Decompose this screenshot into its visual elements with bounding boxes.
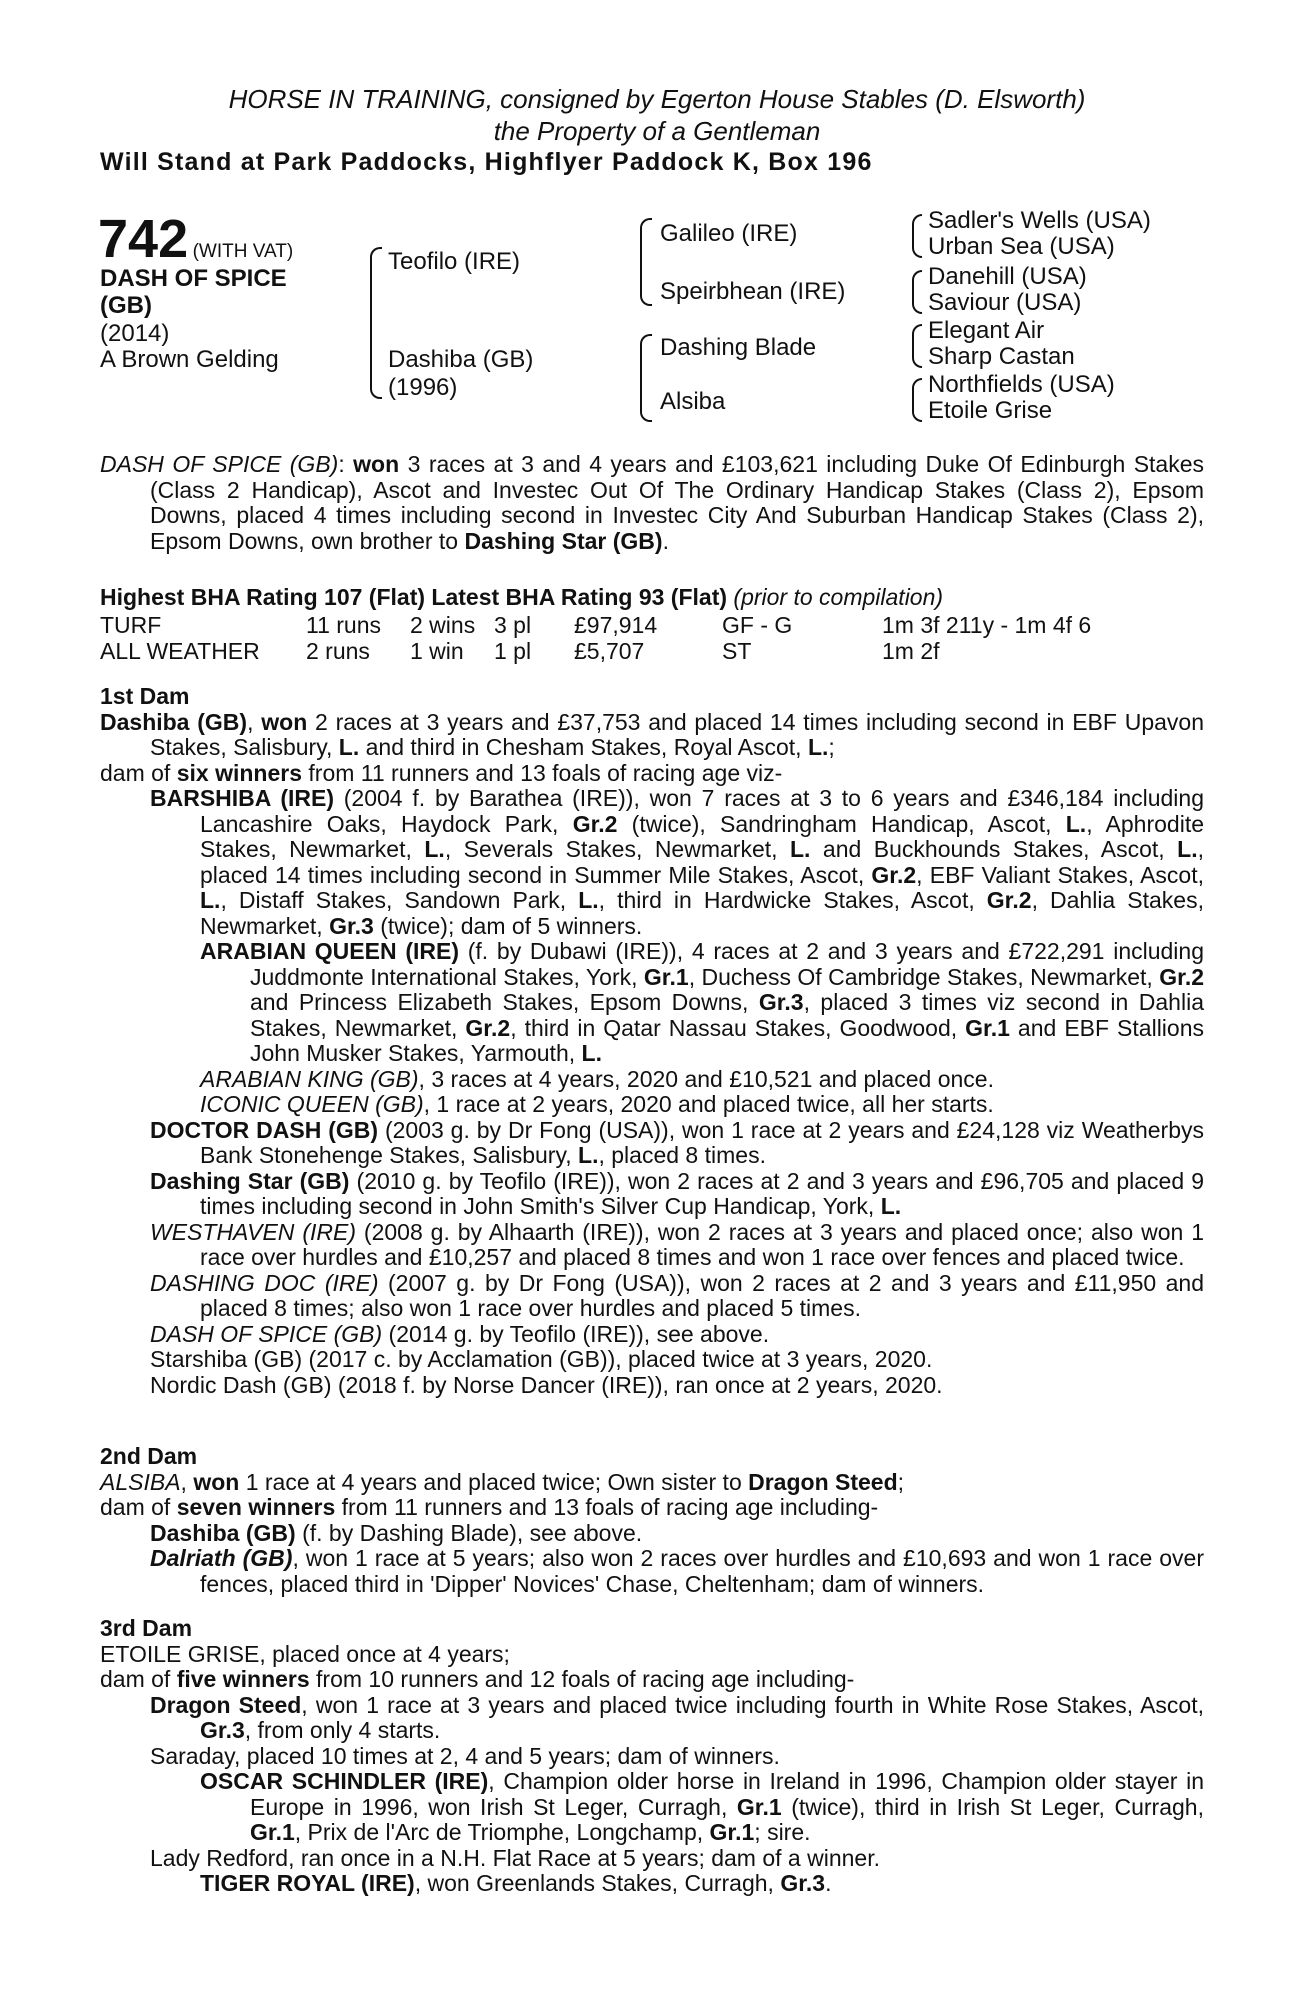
group-3: Gr.3: [780, 1870, 826, 1896]
group-1: Gr.1: [250, 1819, 295, 1845]
pedigree-g8: Etoile Grise: [928, 397, 1053, 424]
t: , Prix de l'Arc de Triomphe, Longchamp,: [294, 1819, 710, 1845]
group-2: Gr.2: [1159, 963, 1205, 990]
t: , Duchess Of Cambridge Stakes, Newmarket,: [688, 963, 1160, 990]
westhaven-name: WESTHAVEN (IRE): [150, 1218, 356, 1245]
dam1-produce-a: dam of: [100, 759, 177, 786]
dash-of-spice-name: DASH OF SPICE (GB): [150, 1320, 383, 1347]
dam1-name: Dashiba (GB): [100, 708, 248, 735]
pedigree-g2: Urban Sea (USA): [928, 233, 1115, 260]
produce-westhaven: [150, 1220, 1204, 1271]
pedigree-dam: Dashiba (GB): [388, 346, 534, 373]
t: , Distaff Stakes, Sandown Park,: [220, 887, 579, 913]
produce-dash-of-spice: [150, 1322, 1204, 1348]
t: (f. by Dubawi (IRE)), 4 races at 2 and 3 years and £722,291 including Juddmonte International Stakes, York,: [250, 938, 1204, 990]
t: (2014 g. by Teofilo (IRE)), see above.: [382, 1320, 770, 1347]
listed-mark: L.: [338, 734, 360, 760]
race-summary: DASH OF SPICE (GB): won 3 races at 3 and 4 years and £103,621 including Duke Of Edinburgh Stakes (Class 2 Handicap), Ascot and Investec Out Of The Ordinary Handicap Stakes (Class 2), Epsom Downs, placed 4 times including second in Investec City And Suburban Handicap Stakes (Class 2), Epsom Downs, own brother to Dashing Star (GB).: [100, 451, 1205, 554]
cell-surface: ALL WEATHER: [100, 638, 260, 664]
group-3: Gr.3: [758, 989, 804, 1015]
cell-prize: £5,707: [574, 638, 645, 664]
dashing-doc-name: DASHING DOC (IRE): [150, 1269, 379, 1296]
pedigree-dam-dam: Alsiba: [660, 388, 726, 415]
cell-runs: 11 runs: [306, 612, 382, 638]
dam2-winners: seven winners: [176, 1494, 336, 1520]
t: and Buckhounds Stakes, Ascot,: [810, 836, 1178, 862]
summary-end: .: [662, 527, 669, 554]
t: , from only 4 starts.: [244, 1717, 441, 1743]
t: , Dahlia Stakes, Newmarket,: [200, 887, 1204, 939]
t: , placed 8 times.: [598, 1142, 766, 1168]
listed-mark: L.: [200, 887, 221, 913]
t: , third in Hardwicke Stakes, Ascot,: [598, 887, 987, 913]
pedigree-brace-7: [912, 378, 922, 422]
produce-iconic-queen: [200, 1092, 1204, 1118]
pedigree-g4: Saviour (USA): [928, 289, 1082, 316]
cell-wins: 2 wins: [410, 612, 476, 638]
t: (2007 g. by Dr Fong (USA)), won 2 races at 2 and 3 years and £11,950 and placed 8 times; also won 1 race over hurdles and placed 5 times.: [200, 1269, 1204, 1321]
dam2-sister: Dragon Steed: [748, 1468, 898, 1495]
t: , Severals Stakes, Newmarket,: [444, 836, 790, 862]
rating-note: (prior to compilation): [733, 584, 944, 610]
listed-mark: L.: [880, 1193, 902, 1219]
cell-going: GF - G: [722, 612, 793, 638]
group-2: Gr.2: [465, 1014, 511, 1041]
t: , 1 race at 2 years, 2020 and placed twice, all her starts.: [423, 1091, 994, 1117]
t: and EBF Stallions John Musker Stakes, Yarmouth,: [250, 1014, 1204, 1066]
horse-name-line1: DASH OF SPICE: [100, 265, 287, 292]
produce-oscar-schindler: [200, 1769, 1204, 1846]
horse-name-line2: (GB): [100, 292, 152, 319]
pedigree-brace-1: [370, 247, 382, 399]
dam1-end: ;: [828, 734, 835, 760]
t: , won 1 race at 3 years and placed twice including fourth in White Rose Stakes, Ascot,: [301, 1691, 1204, 1718]
t: .: [825, 1870, 832, 1896]
summary-text: 3 races at 3 and 4 years and £103,621 including Duke Of Edinburgh Stakes (Class 2 Handicap), Ascot and Investec Out Of The Ordinary Handicap Stakes (Class 2), Epsom Downs, placed 4 times including second in Investec City And Suburban Handicap Stakes (Class 2), Epsom Downs, own brother to: [150, 451, 1205, 554]
dam1-won: won: [261, 708, 308, 735]
cell-distance: 1m 3f 211y - 1m 4f 6: [882, 612, 1092, 638]
pedigree-sire-sire: Galileo (IRE): [660, 220, 798, 247]
group-2: Gr.2: [986, 887, 1032, 913]
group-1: Gr.1: [965, 1014, 1010, 1041]
t: (2010 g. by Teofilo (IRE)), won 2 races at 2 and 3 years and £96,705 and placed 9 times including second in John Smith's Silver Cup Handicap, York,: [200, 1167, 1204, 1219]
vat-note: (WITH VAT): [192, 241, 294, 262]
summary-won: won: [353, 451, 400, 477]
arabian-king-name: ARABIAN KING (GB): [200, 1065, 419, 1092]
third-dam-heading: 3rd Dam: [100, 1615, 193, 1641]
produce-barshiba: [150, 786, 1204, 939]
t: ;: [897, 1468, 905, 1495]
t: , won Greenlands Stakes, Curragh,: [414, 1870, 781, 1896]
listed-mark: L.: [1065, 810, 1087, 837]
cell-distance: 1m 2f: [882, 638, 940, 664]
pedigree-sire-dam: Speirbhean (IRE): [660, 278, 846, 305]
group-2: Gr.2: [572, 810, 618, 837]
group-1: Gr.1: [736, 1793, 782, 1820]
produce-arabian-king: [200, 1067, 1204, 1093]
dalriath-name: Dalriath (GB): [150, 1545, 293, 1571]
produce-dashiba: [150, 1521, 1204, 1547]
produce-dashing-star: [150, 1169, 1204, 1220]
doctor-dash-name: DOCTOR DASH (GB): [150, 1116, 379, 1143]
produce-nordic-dash: Nordic Dash (GB) (2018 f. by Norse Dancer (IRE)), ran once at 2 years, 2020.: [150, 1371, 943, 1398]
dashing-star-name: Dashing Star (GB): [150, 1167, 350, 1194]
pedigree-brace-4: [912, 214, 922, 258]
pedigree-g6: Sharp Castan: [928, 343, 1075, 370]
t: (twice); dam of 5 winners.: [373, 912, 643, 939]
oscar-schindler-name: OSCAR SCHINDLER (IRE): [200, 1768, 489, 1794]
iconic-queen-name: ICONIC QUEEN (GB): [200, 1091, 424, 1117]
t: (twice), third in Irish St Leger, Curragh,: [781, 1793, 1204, 1820]
produce-arabian-queen: [200, 939, 1204, 1067]
listed-mark: L.: [790, 836, 811, 862]
listed-mark: L.: [1177, 836, 1198, 862]
dam3-line1: ETOILE GRISE, placed once at 4 years;: [100, 1640, 510, 1667]
t: 1 race at 4 years and placed twice; Own sister to: [239, 1468, 749, 1495]
cell-prize: £97,914: [574, 612, 658, 638]
pedigree-dam-sire: Dashing Blade: [660, 334, 817, 361]
rating-heading-line: [100, 584, 943, 611]
dam2-name: ALSIBA: [100, 1468, 181, 1495]
t: ; sire.: [754, 1819, 811, 1845]
produce-starshiba: Starshiba (GB) (2017 c. by Acclamation (GB)), placed twice at 3 years, 2020.: [150, 1346, 933, 1372]
produce-tiger-royal: [200, 1871, 1204, 1897]
t: , placed 3 times viz second in Dahlia Stakes, Newmarket,: [250, 989, 1204, 1041]
third-dam-section: [100, 1616, 1204, 1897]
dam2-won: won: [193, 1468, 240, 1495]
first-dam-section: 1st Dam Dashiba (GB), won 2 races at 3 years and £37,753 and placed 14 times including second in EBF Upavon Stakes, Salisbury, L. and third in Chesham Stakes, Royal Ascot, L.; dam of six winners from 11 runners and 13 foals of racing age viz- BARSHIBA (IRE) (2004 f. by Barathea (IRE)), won 7 races at 3 to 6 years and £346,184 including Lancashire Oaks, Haydock Park, Gr.2 (twice), Sandringham Handicap, Ascot, L., Aphrodite Stakes, Newmarket, L., Severals Stakes, Newmarket, L. and Buckhounds Stakes, Ascot, L., placed 14 times including second in Summer Mile Stakes, Ascot, Gr.2, EBF Valiant Stakes, Ascot, L., Distaff Stakes, Sandown Park, L., third in Hardwicke Stakes, Ascot, Gr.2, Dahlia Stakes, Newmarket, Gr.3 (twice); dam of 5 winners. ARABIAN QUEEN (IRE) (f. by Dubawi (IRE)), 4 races at 2 and 3 years and £722,291 including Juddmonte International Stakes, York, Gr.1, Duchess Of Cambridge Stakes, Newmarket, Gr.2 and Princess Elizabeth Stakes, Epsom Downs, Gr.3, placed 3 times viz second in Dahlia Stakes, Newmarket, Gr.2, third in Qatar Nassau Stakes, Goodwood, Gr.1 and EBF Stallions John Musker Stakes, Yarmouth, L. ARABIAN KING (GB), 3 races at 4 years, 2020 and £10,521 and placed once. ICONIC QUEEN (GB), 1 race at 2 years, 2020 and placed twice, all her starts. DOCTOR DASH (GB) (2003 g. by Dr Fong (USA)), won 1 race at 2 years and £24,128 viz Weatherbys Bank Stonehenge Stakes, Salisbury, L., placed 8 times. Dashing Star (GB) (2010 g. by Teofilo (IRE)), won 2 races at 2 and 3 years and £96,705 and placed 9 times including second in John Smith's Silver Cup Handicap, York, L. WESTHAVEN (IRE) (2008 g. by Alhaarth (IRE)), won 2 races at 3 years and placed once; also won 1 race over hurdles and £10,257 and placed 8 times and won 1 race over fences and placed twice. DASHING DOC (IRE) (2007 g. by Dr Fong (USA)), won 2 races at 2 and 3 years and £11,950 and placed 8 times; also won 1 race over hurdles and placed 5 times. DASH OF SPICE (GB) (2014 g. by Teofilo (IRE)), see above. Starshiba (GB) (2017 c. by Acclamation (GB)), placed twice at 3 years, 2020. Nordic Dash (GB) (2018 f. by Norse Dancer (IRE)), ran once at 2 years, 2020.: [100, 683, 1205, 1398]
lot-number-block: [98, 209, 294, 269]
t: (2003 g. by Dr Fong (USA)), won 1 race at 2 years and £24,128 viz Weatherbys Bank Stonehenge Stakes, Salisbury,: [200, 1116, 1204, 1168]
dam3-winners: five winners: [176, 1666, 310, 1692]
produce-dragon-steed: [150, 1693, 1204, 1744]
dam1-text2: and third in Chesham Stakes, Royal Ascot,: [359, 734, 808, 760]
pedigree-brace-3: [640, 334, 652, 422]
summary-horse-name: DASH OF SPICE (GB): [100, 451, 339, 477]
header-line-2: the Property of a Gentleman: [493, 116, 821, 146]
group-3: Gr.3: [200, 1717, 245, 1743]
t: dam of: [100, 1494, 177, 1520]
cell-placed: 3 pl: [494, 612, 532, 638]
listed-mark: L.: [807, 734, 829, 760]
t: , EBF Valiant Stakes, Ascot,: [916, 861, 1204, 888]
t: from 10 runners and 12 foals of racing age including-: [309, 1666, 855, 1692]
pedigree-dam-year: (1996): [388, 374, 458, 401]
pedigree-brace-2: [640, 218, 652, 306]
dam1-produce-c: from 11 runners and 13 foals of racing age viz-: [302, 759, 783, 786]
barshiba-name: BARSHIBA (IRE): [150, 785, 334, 811]
pedigree-g1: Sadler's Wells (USA): [928, 207, 1151, 234]
listed-mark: L.: [578, 1142, 599, 1168]
produce-dashing-doc: [150, 1271, 1204, 1322]
dam1-text: 2 races at 3 years and £37,753 and placed 14 times including second in EBF Upavon Stakes, Salisbury,: [150, 708, 1204, 760]
cell-wins: 1 win: [410, 638, 464, 664]
t: (f. by Dashing Blade), see above.: [295, 1519, 643, 1546]
t: , Aphrodite Stakes, Newmarket,: [200, 810, 1204, 862]
t: , Champion older horse in Ireland in 1996, Champion older stayer in Europe in 1996, won Irish St Leger, Curragh,: [250, 1768, 1204, 1820]
first-dam-heading: 1st Dam: [100, 683, 190, 709]
summary-brother: Dashing Star (GB): [464, 527, 663, 554]
listed-mark: L.: [424, 836, 445, 862]
group-2: Gr.2: [871, 861, 917, 888]
t: , third in Qatar Nassau Stakes, Goodwood,: [510, 1014, 966, 1041]
cell-going: ST: [722, 638, 752, 664]
produce-dalriath: [150, 1546, 1204, 1597]
group-3: Gr.3: [329, 912, 374, 939]
t: , won 1 race at 5 years; also won 2 races over hurdles and £10,693 and won 1 race over fences, placed third in 'Dipper' Novices' Chase, Cheltenham; dam of winners.: [200, 1545, 1205, 1597]
t: , 3 races at 4 years, 2020 and £10,521 and placed once.: [418, 1065, 994, 1092]
lot-number: 742: [98, 209, 189, 269]
tiger-royal-name: TIGER ROYAL (IRE): [200, 1870, 415, 1896]
group-1: Gr.1: [709, 1819, 755, 1845]
pedigree-g7: Northfields (USA): [928, 371, 1115, 398]
t: from 11 runners and 13 foals of racing age including-: [335, 1494, 879, 1520]
second-dam-section: 2nd Dam ALSIBA, won 1 race at 4 years and placed twice; Own sister to Dragon Steed; dam of seven winners from 11 runners and 13 foals of racing age including- Dashiba (GB) (f. by Dashing Blade), see above. Dalriath (GB), won 1 race at 5 years; also won 2 races over hurdles and £10,693 and won 1 race over fences, placed third in 'Dipper' Novices' Chase, Cheltenham; dam of winners.: [100, 1443, 1205, 1597]
produce-saraday: Saraday, placed 10 times at 2, 4 and 5 years; dam of winners.: [150, 1742, 780, 1769]
horse-description: A Brown Gelding: [100, 346, 279, 373]
group-1: Gr.1: [643, 963, 689, 990]
stand-location: Will Stand at Park Paddocks, Highflyer Paddock K, Box 196: [100, 148, 873, 176]
cell-placed: 1 pl: [494, 638, 532, 664]
cell-runs: 2 runs: [306, 638, 370, 664]
listed-mark: L.: [581, 1040, 602, 1066]
dam1-produce-b: six winners: [176, 759, 302, 786]
arabian-queen-name: ARABIAN QUEEN (IRE): [200, 938, 459, 964]
dashiba-name: Dashiba (GB): [150, 1519, 296, 1546]
t: , placed 14 times including second in Summer Mile Stakes, Ascot,: [200, 836, 1204, 888]
second-dam-heading: 2nd Dam: [100, 1443, 198, 1469]
listed-mark: L.: [578, 887, 599, 913]
t: (twice), Sandringham Handicap, Ascot,: [617, 810, 1066, 837]
horse-year: (2014): [100, 320, 170, 347]
t: and Princess Elizabeth Stakes, Epsom Downs,: [250, 989, 759, 1015]
header-line-1: HORSE IN TRAINING, consigned by Egerton House Stables (D. Elsworth): [228, 84, 1086, 114]
pedigree-g5: Elegant Air: [928, 317, 1045, 344]
rating-heading: Highest BHA Rating 107 (Flat) Latest BHA Rating 93 (Flat): [100, 584, 728, 610]
pedigree-sire: Teofilo (IRE): [388, 248, 521, 275]
produce-lady-redford: Lady Redford, ran once in a N.H. Flat Race at 5 years; dam of a winner.: [150, 1844, 880, 1871]
t: (2004 f. by Barathea (IRE)), won 7 races at 3 to 6 years and £346,184 including Lancashire Oaks, Haydock Park,: [200, 785, 1204, 837]
produce-doctor-dash: [150, 1118, 1204, 1169]
pedigree-brace-5: [912, 270, 922, 314]
pedigree-brace-6: [912, 324, 922, 368]
cell-surface: TURF: [100, 612, 162, 638]
t: (2008 g. by Alhaarth (IRE)), won 2 races at 3 years and placed once; also won 1 race over hurdles and £10,257 and placed 8 times and won 1 race over fences and placed twice.: [200, 1218, 1204, 1270]
pedigree-g3: Danehill (USA): [928, 263, 1087, 290]
t: dam of: [100, 1666, 177, 1692]
dragon-steed-name: Dragon Steed: [150, 1691, 302, 1718]
